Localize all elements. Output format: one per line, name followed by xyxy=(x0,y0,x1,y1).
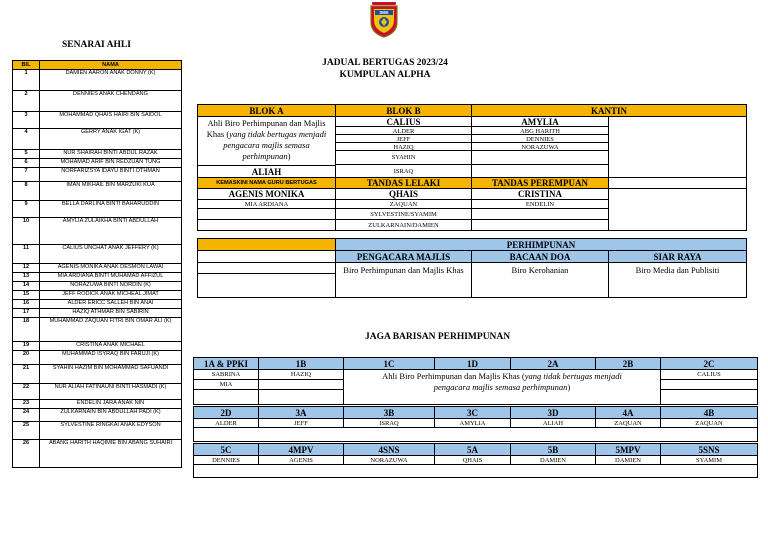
row-number: 8 xyxy=(13,182,40,201)
update-teacher-names-header: KEMASKINI NAMA GURU BERTUGAS xyxy=(197,177,336,189)
row-number: 2 xyxy=(13,91,40,112)
guard-merged-description xyxy=(343,369,661,405)
class-header: 4B xyxy=(660,406,758,419)
guard-name: QHAIS xyxy=(434,455,511,465)
table-row xyxy=(13,422,182,440)
table-row xyxy=(13,201,182,218)
row-number: 13 xyxy=(13,273,40,282)
row-number: 26 xyxy=(13,440,40,468)
blok-a-desc-part1: Ahli Biro Perhimpunan dan Majlis Khas ( xyxy=(206,118,326,139)
class-header: 3C xyxy=(434,406,511,419)
class-header: 3A xyxy=(258,406,344,419)
guard-name: JEFF xyxy=(258,418,344,428)
row-number: 18 xyxy=(13,318,40,342)
table-row xyxy=(13,159,182,168)
row-number: 10 xyxy=(13,218,40,245)
table-row xyxy=(13,168,182,182)
row-number: 22 xyxy=(13,384,40,400)
bacaan-doa-description: Biro Kerohanian xyxy=(471,262,609,298)
blok-a-description xyxy=(197,116,336,166)
class-header: 4SNS xyxy=(343,443,435,456)
row-number: 3 xyxy=(13,112,40,129)
guard-title: JAGA BARISAN PERHIMPUNAN xyxy=(365,332,511,342)
blok-a-desc-part3: ) xyxy=(287,151,291,161)
member-name: DAMIEN AARON ANAK DONNY (K) xyxy=(40,70,182,91)
schedule-title xyxy=(300,57,470,81)
row-number: 21 xyxy=(13,365,40,384)
pengacara-description: Biro Perhimpunan dan Majlis Khas xyxy=(335,262,472,298)
guard-name: NORAZUWA xyxy=(343,455,435,465)
row-number: 20 xyxy=(13,351,40,365)
header-bil: BIL xyxy=(13,61,40,70)
table-row xyxy=(13,91,182,112)
class-header: 4A xyxy=(595,406,661,419)
row-number: 9 xyxy=(13,201,40,218)
kantin-empty-cell xyxy=(471,164,609,178)
member-name: AGENIS MONIKA ANAK DESMON LAWAI xyxy=(40,264,182,273)
row-number: 25 xyxy=(13,422,40,440)
guard-name: SYAMIM xyxy=(660,455,758,465)
row-number: 24 xyxy=(13,409,40,422)
member-list-table xyxy=(12,60,182,468)
guard-name: ALIAH xyxy=(510,418,596,428)
aliah-cell: ALIAH xyxy=(197,165,336,178)
kantin-leader: AMYLIA xyxy=(471,116,609,127)
blok-b-member: HAZIQ xyxy=(335,142,472,151)
member-list-title: SENARAI AHLI xyxy=(62,40,131,50)
member-name: ABANG HARITH HAQIMIE BIN ABANG SUHAIRI xyxy=(40,440,182,468)
table-row xyxy=(13,400,182,409)
member-name: CRISTINA ANAK MICHAEL xyxy=(40,342,182,351)
empty-cell xyxy=(197,219,336,231)
table-row xyxy=(13,384,182,400)
table-row xyxy=(13,291,182,300)
table-row xyxy=(13,182,182,201)
guard-name: AGENIS xyxy=(258,455,344,465)
table-row xyxy=(13,365,182,384)
member-name: NUR SHAIRAH BINTI ABDUL RAZAK xyxy=(40,150,182,159)
row-number: 1 xyxy=(13,70,40,91)
class-header: 2D xyxy=(193,406,259,419)
blok-a-desc-part2: yang tidak bertugas menjadi pengacara majlis semasa perhimpunan xyxy=(223,129,327,161)
member-name: JEFF RODICK ANAK MICHEAL JIMAT xyxy=(40,291,182,300)
member-name: BELLA DARLINA BINTI BAHARUDDIN xyxy=(40,201,182,218)
row-number: 11 xyxy=(13,245,40,264)
empty-cell xyxy=(258,389,344,405)
table-row xyxy=(13,273,182,282)
table-row xyxy=(13,129,182,150)
empty-cell xyxy=(608,188,747,231)
teacher-name: MIA ARDIANA xyxy=(197,199,336,209)
class-header: 1C xyxy=(343,357,435,370)
member-name: ENDELIN JARA ANAK NIN xyxy=(40,400,182,409)
table-row xyxy=(13,218,182,245)
member-name: GERRY ANAK IGAT (K) xyxy=(40,129,182,150)
empty-cell xyxy=(660,389,758,405)
row-number: 6 xyxy=(13,159,40,168)
table-row xyxy=(13,351,182,365)
member-name: MUHAMMAD ISYRAQ BIN FARUJI (K) xyxy=(40,351,182,365)
blok-b-member: ALDER xyxy=(335,126,472,135)
member-list-header-row xyxy=(13,61,182,70)
table-row xyxy=(13,150,182,159)
tandas-perempuan-leader: CRISTINA xyxy=(471,188,609,200)
class-header: 5C xyxy=(193,443,259,456)
tandas-lelaki-header: TANDAS LELAKI xyxy=(335,177,472,189)
guard-name: DENNIES xyxy=(193,455,259,465)
member-name: SYAHIN HAZIM BIN MOHAMMAD SAFUANDI xyxy=(40,365,182,384)
blok-b-member: JEFF xyxy=(335,134,472,143)
school-logo-icon xyxy=(369,2,399,38)
blok-b-member: SYAHIN xyxy=(335,150,472,165)
table-row xyxy=(13,264,182,273)
member-name: ALDER ERICC SALLEH BIN ANAI xyxy=(40,300,182,309)
kantin-member: NORAZUWA xyxy=(471,142,609,151)
row-number: 16 xyxy=(13,300,40,309)
blok-a-header: BLOK A xyxy=(197,104,336,117)
kantin-member: ABG HARITH xyxy=(471,126,609,135)
empty-cell xyxy=(193,389,259,405)
class-header: 1D xyxy=(434,357,511,370)
tandas-perempuan-member: ENDELIN xyxy=(471,199,609,209)
guard-name: DAMIEN xyxy=(510,455,596,465)
row-number: 7 xyxy=(13,168,40,182)
tandas-lelaki-member: ZULKARNAIN/DAMIEN xyxy=(335,219,472,231)
schedule-title-line2: KUMPULAN ALPHA xyxy=(339,70,431,80)
empty-cell xyxy=(471,219,609,231)
table-row xyxy=(13,300,182,309)
teacher-name: AGENIS MONIKA xyxy=(197,188,336,200)
kantin-member: DENNIES xyxy=(471,134,609,143)
row-number: 12 xyxy=(13,264,40,273)
row-number: 4 xyxy=(13,129,40,150)
member-name: IMAN MIKHAIL BIN MARZUKI KUA xyxy=(40,182,182,201)
guard-name: ALDER xyxy=(193,418,259,428)
member-name: ZULKARNAIN BIN ABDULLAH PADI (K) xyxy=(40,409,182,422)
guard-name: ISRAQ xyxy=(343,418,435,428)
empty-cell xyxy=(197,273,336,298)
guard-name: ZAQUAN xyxy=(595,418,661,428)
class-header: 1B xyxy=(258,357,344,370)
kantin-extra-cell xyxy=(608,116,747,178)
table-row xyxy=(13,70,182,91)
member-name: NORFARIZSYA IDAYU BINTI OTHMAN xyxy=(40,168,182,182)
blok-b-member: ISRAQ xyxy=(335,164,472,178)
class-header: 2B xyxy=(595,357,661,370)
row-number: 14 xyxy=(13,282,40,291)
class-header: 5SNS xyxy=(660,443,758,456)
table-row xyxy=(13,440,182,468)
tandas-lelaki-member: SYLVESTINE/SYAMIM xyxy=(335,208,472,220)
class-header: 2C xyxy=(660,357,758,370)
row-number: 15 xyxy=(13,291,40,300)
perhimpunan-header: PERHIMPUNAN xyxy=(335,238,747,251)
row-number: 23 xyxy=(13,400,40,409)
pengacara-header: PENGACARA MAJLIS xyxy=(335,250,472,263)
bacaan-doa-header: BACAAN DOA xyxy=(471,250,609,263)
member-name: CALIUS UNCHAT ANAK JEFFERY (K) xyxy=(40,245,182,264)
guard-name: CALIUS xyxy=(660,369,758,380)
member-name: HAZIQ ATHMAR BIN SABIRIN xyxy=(40,309,182,318)
member-name: AMYLIA ZULAIKHA BINTI ABDULLAH xyxy=(40,218,182,245)
svg-text:SMK: SMK xyxy=(379,10,389,16)
empty-row xyxy=(193,427,758,442)
class-header: 3B xyxy=(343,406,435,419)
tandas-lelaki-leader: QHAIS xyxy=(335,188,472,200)
member-name: MIA ARDIANA BINTI MUHAMAD AFFIZUL xyxy=(40,273,182,282)
row-number: 19 xyxy=(13,342,40,351)
table-row xyxy=(13,112,182,129)
table-row xyxy=(13,245,182,264)
schedule-title-line1: JADUAL BERTUGAS 2023/24 xyxy=(322,58,448,68)
table-row xyxy=(13,318,182,342)
class-header: 1A & PPKI xyxy=(193,357,259,370)
blok-b-leader: CALIUS xyxy=(335,116,472,127)
empty-row xyxy=(193,464,758,478)
guard-name: MIA xyxy=(193,379,259,390)
guard-name: SABRINA xyxy=(193,369,259,380)
guard-name: HAZIQ xyxy=(258,369,344,380)
table-row xyxy=(13,342,182,351)
guard-name: DAMIEN xyxy=(595,455,661,465)
guard-desc-part1: Ahli Biro Perhimpunan dan Majlis Khas ( xyxy=(382,371,525,381)
tandas-perempuan-header: TANDAS PEREMPUAN xyxy=(471,177,609,189)
table-row xyxy=(13,282,182,291)
class-header: 5B xyxy=(510,443,596,456)
kantin-empty-cell xyxy=(471,150,609,165)
class-header: 4MPV xyxy=(258,443,344,456)
guard-desc-part3: ) xyxy=(567,382,571,392)
member-name: NUR ALIAH FATINAUNI BINTI HASMADI (K) xyxy=(40,384,182,400)
class-header: 5MPV xyxy=(595,443,661,456)
member-name: MUHAMMAD ZAQUAN FITRI BIN OMAR ALI (K) xyxy=(40,318,182,342)
class-header: 5A xyxy=(434,443,511,456)
blok-b-header: BLOK B xyxy=(335,104,472,117)
guard-name: ZAQUAN xyxy=(660,418,758,428)
class-header: 2A xyxy=(510,357,596,370)
member-name: NORAZUWA BINTI NORDIN (K) xyxy=(40,282,182,291)
header-nama: NAMA xyxy=(40,61,182,70)
member-name: SYLVESTINE RINGKAI ANAK EDYSON xyxy=(40,422,182,440)
siar-raya-header: SIAR RAYA xyxy=(608,250,747,263)
guard-desc-part2: yang tidak bertugas menjadi pengacara majlis semasa perhimpunan xyxy=(433,371,622,392)
tandas-lelaki-member: ZAQUAN xyxy=(335,199,472,209)
member-name: DENNIES ANAK CHENDANG xyxy=(40,91,182,112)
guard-name: AMYLIA xyxy=(434,418,511,428)
kantin-header: KANTIN xyxy=(471,104,747,117)
row-number: 5 xyxy=(13,150,40,159)
siar-raya-description: Biro Media dan Publisiti xyxy=(608,262,747,298)
table-row xyxy=(13,409,182,422)
member-name: MOHAMMAD QHAIS HAIRI BIN SAIDOL xyxy=(40,112,182,129)
member-name: MOHAMAD ARIF BIN REDZUAN TUNG xyxy=(40,159,182,168)
row-number: 17 xyxy=(13,309,40,318)
class-header: 3D xyxy=(510,406,596,419)
table-row xyxy=(13,309,182,318)
